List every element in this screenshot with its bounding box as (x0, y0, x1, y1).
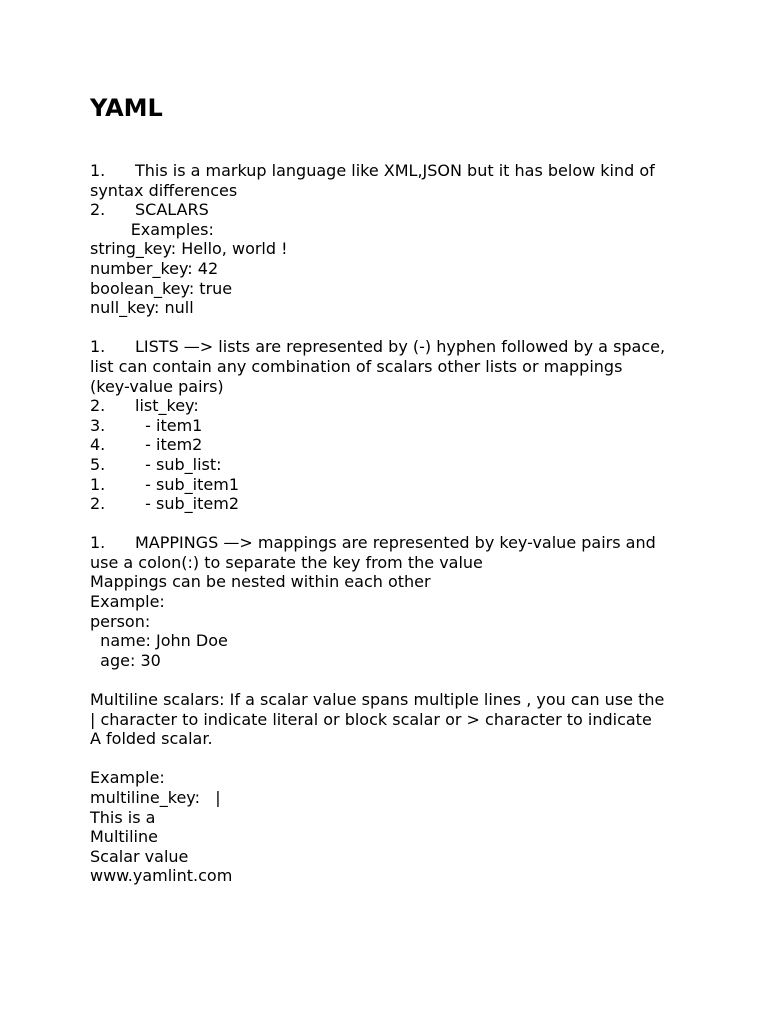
line-text: | character to indicate literal or block scalar or > character to indicate (90, 709, 652, 729)
text-line (90, 866, 690, 886)
list-number: 1. (90, 161, 106, 180)
blank-line (90, 318, 690, 338)
text-line (90, 847, 690, 867)
line-text: www.yamlint.com (90, 866, 233, 886)
line-text: - sub_list: (135, 454, 222, 474)
text-line (90, 729, 690, 749)
text-line (90, 396, 690, 416)
line-text: Multiline (90, 827, 158, 847)
line-text: name: John Doe (90, 631, 228, 651)
text-line (90, 631, 690, 651)
text-line (90, 181, 690, 201)
text-line (90, 494, 690, 514)
text-line (90, 200, 690, 220)
text-line (90, 377, 690, 397)
text-line (90, 279, 690, 299)
text-line (90, 239, 690, 259)
list-number: 1. (90, 533, 106, 553)
text-line (90, 357, 690, 377)
line-text: SCALARS (135, 200, 209, 220)
text-line (90, 690, 690, 710)
line-text: - item1 (135, 415, 203, 435)
text-line (90, 533, 690, 553)
line-text: list can contain any combination of scalars other lists or mappings (90, 356, 623, 376)
line-text: - sub_item1 (135, 474, 239, 494)
text-line (90, 651, 690, 671)
line-text: MAPPINGS —> mappings are represented by key-value pairs and (135, 533, 656, 553)
text-line (90, 337, 690, 357)
line-text: - item2 (135, 435, 203, 455)
document-title: YAML (90, 94, 163, 122)
line-text: list_key: (135, 396, 199, 416)
line-text: Example: (90, 592, 165, 612)
text-line (90, 592, 690, 612)
text-line (90, 298, 690, 318)
line-text: syntax differences (90, 180, 238, 200)
text-line (90, 435, 690, 455)
list-number: 2. (90, 200, 106, 220)
line-text: number_key: 42 (90, 258, 219, 278)
list-number: 3. (90, 415, 106, 435)
text-line (90, 710, 690, 730)
line-text: null_key: null (90, 298, 194, 318)
list-number: 1. (90, 337, 106, 357)
document-page (90, 0, 690, 1024)
line-text: use a colon(:) to separate the key from the value (90, 552, 483, 572)
line-text: This is a markup language like XML,JSON but it has below kind of (135, 161, 655, 180)
text-line (90, 827, 690, 847)
line-text: age: 30 (90, 650, 161, 670)
text-line (90, 788, 690, 808)
text-line (90, 553, 690, 573)
line-text: This is a (90, 807, 156, 827)
line-text: person: (90, 611, 151, 631)
text-line (90, 768, 690, 788)
list-number: 1. (90, 474, 106, 494)
line-text: string_key: Hello, world ! (90, 239, 288, 259)
text-line (90, 475, 690, 495)
blank-line (90, 670, 690, 690)
list-number: 4. (90, 435, 106, 455)
line-text: LISTS —> lists are represented by (-) hyphen followed by a space, (135, 337, 666, 357)
list-number: 5. (90, 454, 106, 474)
line-text: - sub_item2 (135, 494, 239, 514)
text-line (90, 572, 690, 592)
line-text: boolean_key: true (90, 278, 233, 298)
line-text: Mappings can be nested within each other (90, 572, 431, 592)
blank-line (90, 514, 690, 534)
line-text: Scalar value (90, 846, 189, 866)
list-number: 2. (90, 494, 106, 514)
list-number: 2. (90, 396, 106, 416)
line-text: A folded scalar. (90, 729, 213, 749)
line-text: multiline_key: | (90, 788, 221, 807)
line-text: Example: (90, 768, 165, 788)
text-line (90, 220, 690, 240)
line-text: Examples: (90, 219, 214, 239)
text-line (90, 808, 690, 828)
text-line (90, 455, 690, 475)
text-line (90, 259, 690, 279)
line-text: Multiline scalars: If a scalar value spans multiple lines , you can use the (90, 690, 665, 710)
text-line (90, 612, 690, 632)
line-text: (key-value pairs) (90, 376, 224, 396)
text-line (90, 161, 690, 181)
text-line (90, 416, 690, 436)
blank-line (90, 749, 690, 769)
document-body (90, 161, 690, 886)
